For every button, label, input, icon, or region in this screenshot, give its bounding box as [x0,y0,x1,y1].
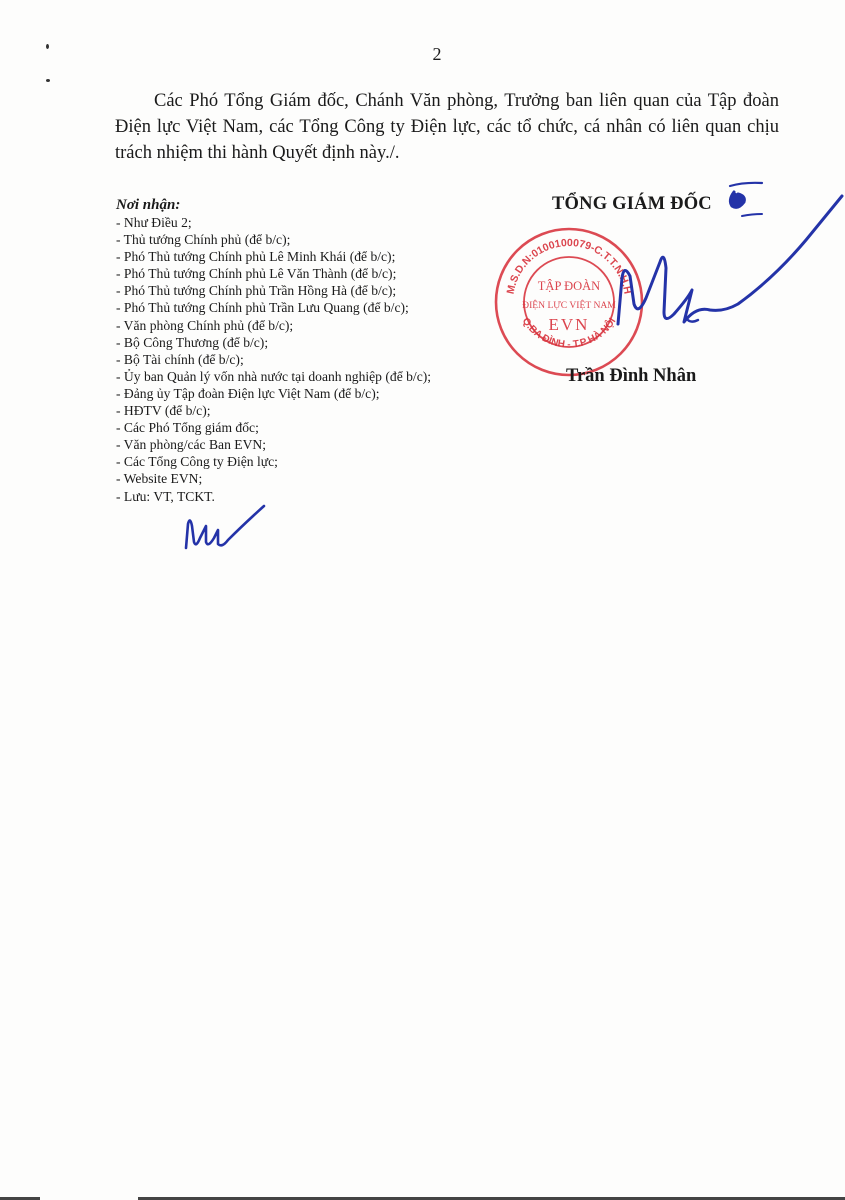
seal-ring-text: M.S.D.N:0100100079-C.T.T.N.H.H [504,236,634,296]
seal-ring-bottom-text: Q.BA ĐÌNH - T.P HÀ NỘI [519,316,619,351]
body-paragraph: Các Phó Tổng Giám đốc, Chánh Văn phòng, Trưởng ban liên quan của Tập đoàn Điện lực Việt Nam, các Tổng Công ty Điện lực, các tổ chức, cá nhân có liên quan chịu trách nhiệm thi hành Quyết định này./. [115,91,779,163]
initials-signature [178,502,270,554]
recipient-item: - Website EVN; [116,471,203,487]
signer-title: TỔNG GIÁM ĐỐC [552,194,712,214]
recipient-item: - Bộ Công Thương (để b/c); [116,334,269,350]
recipient-item: - Như Điều 2; [116,215,192,230]
recipients-title: Nơi nhận: [116,197,181,213]
recipient-item: - Phó Thủ tướng Chính phủ Trần Hồng Hà (để b/c); [116,283,397,299]
recipient-item: - Thủ tướng Chính phủ (để b/c); [116,232,291,248]
recipient-item: - HĐTV (để b/c); [116,403,211,419]
signer-name: Trần Đình Nhân [566,366,697,386]
page-number: 2 [432,44,442,64]
recipient-item: - Văn phòng Chính phủ (để b/c); [116,317,294,333]
recipient-item: - Lưu: VT, TCKT. [116,488,215,504]
scan-speck [46,79,50,82]
recipient-item: - Văn phòng/các Ban EVN; [116,437,266,453]
seal-line-1: TẬP ĐOÀN [537,279,601,293]
recipient-item: - Các Tổng Công ty Điện lực; [116,454,278,470]
recipient-item: - Đảng ủy Tập đoàn Điện lực Việt Nam (để b/c); [116,385,380,401]
recipients-block [116,196,506,505]
recipient-item: - Phó Thủ tướng Chính phủ Lê Minh Khái (để b/c); [116,249,396,265]
recipient-item: - Các Phó Tổng giám đốc; [116,420,259,436]
seal-line-3: EVN [548,315,590,334]
recipient-item: - Ủy ban Quản lý vốn nhà nước tại doanh nghiệp (để b/c); [116,368,432,384]
seal-line-2: ĐIỆN LỰC VIỆT NAM [522,300,616,311]
recipient-item: - Bộ Tài chính (để b/c); [116,351,244,367]
signature [560,178,845,338]
recipient-item: - Phó Thủ tướng Chính phủ Trần Lưu Quang (để b/c); [116,300,409,316]
recipient-item: - Phó Thủ tướng Chính phủ Lê Văn Thành (để b/c); [116,266,397,282]
